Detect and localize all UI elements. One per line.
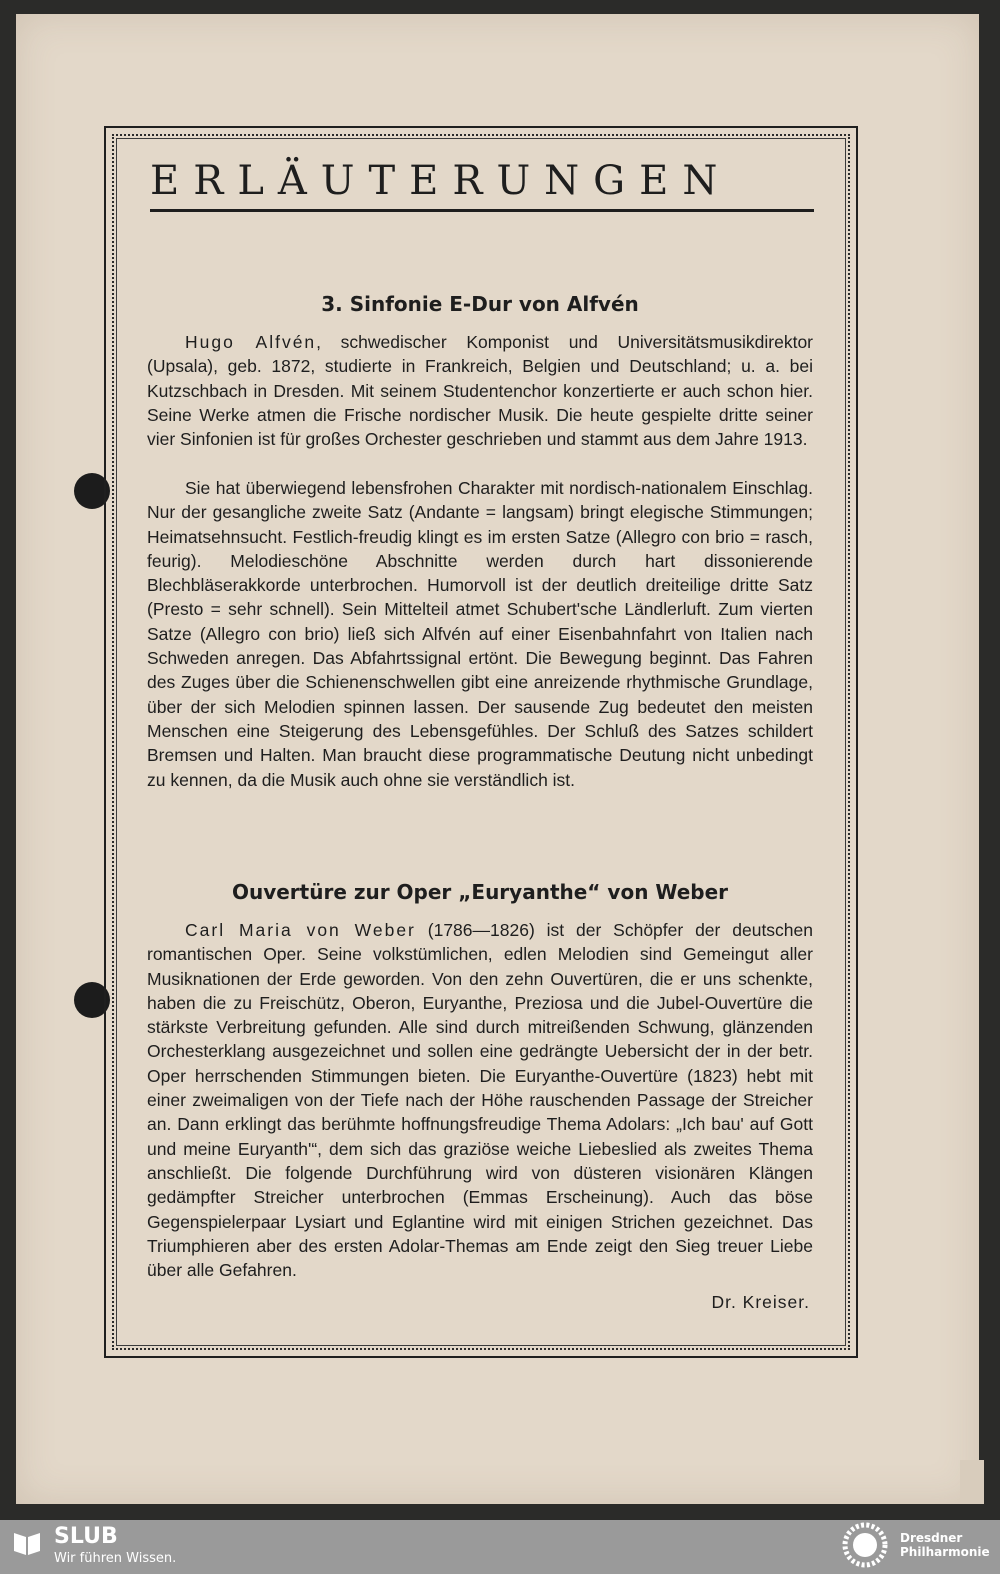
- slub-tagline: Wir führen Wissen.: [54, 1551, 177, 1566]
- composer-name-weber: Carl Maria von Weber: [185, 920, 416, 940]
- paragraph-alfven-symphony: Sie hat überwiegend lebensfrohen Charakter mit nordisch-nationalem Einschlag. Nur der gesangliche zweite Satz (Andante = langsam) bringt elegische Stimmungen; Heimatsehnsucht. Festlich-freudig klingt es im ersten Satze (Allegro con brio = rasch, feurig). Melodieschöne Abschnitte werden durch hart dissonierende Blechbläserakkorde unterbrochen. Humorvoll ist der deutlich dreiteilige dritte Satz (Presto = sehr schnell). Sein Mittelteil atmet Schubert'sche Ländlerluft. Zum vierten Satze (Allegro con brio) ließ sich Alfvén auf einer Eisenbahnfahrt von Italien nach Schweden anregen. Das Abfahrtssignal ertönt. Die Bewegung beginnt. Das Fahren des Zuges über die Schienenschwellen gibt eine anreizende rhythmische Grundlage, über der sich Melodien spinnen lassen. Der sausende Zug bedeutet den meisten Menschen eine Steigerung des Lebensgefühles. Der Schluß des Satzes schildert Bremsen und Halten. Man braucht diese programmatische Deutung nicht unbedingt zu kennen, da die Musik auch ohne sie verständlich ist.: [147, 478, 813, 790]
- slub-brand[interactable]: SLUB: [54, 1524, 118, 1549]
- paragraph-weber: Carl Maria von Weber (1786—1826) ist der Schöpfer der deutschen romantischen Oper. Seine volkstümlichen, edlen Melodien sind Gemeingut aller Musiknationen der Erde geworden. Von den zehn Ouvertüren, die er uns schenkte, haben die zu Freischütz, Oberon, Euryanthe, Preziosa und die Jubel-Ouvertüre die stärkste Verbreitung gefunden. Alle sind durch mitreißenden Schwung, glänzenden Orchesterklang ausgezeichnet und sollen eine gedrängte Uebersicht der in der betr. Oper herrschenden Stimmungen bieten. Die Euryanthe-Ouvertüre (1823) hebt mit einer zweimaligen von der Tiefe nach der Höhe rauschenden Passage der Streicher an. Dann erklingt das berühmte hoffnungsfreudige Thema Adolars: „Ich bau' auf Gott und meine Euryanth'“, dem sich das graziöse weiche Liebeslied als zweites Thema anschließt. Die folgende Durchführung wird von düsteren visionären Klängen gedämpfter Streicher unterbrochen (Emmas Erscheinung). Auch das böse Gegenspielerpaar Lysiart und Eglantine wird mit einigen Strichen gezeichnet. Das Triumphieren aber des ersten Adolar-Themas am Ende zeigt den Sieg treuer Liebe über alle Gefahren.: [147, 920, 813, 1281]
- section-heading-alfven: 3. Sinfonie E-Dur von Alfvén: [321, 292, 639, 316]
- paragraph-alfven-bio: Hugo Alfvén, schwedischer Komponist und Universitätsmusikdirektor (Upsala), geb. 1872, studierte in Frankreich, Belgien und Deutschland; u. a. bei Kutzschbach in Dresden. Mit seinem Studentenchor konzertierte er auch schon hier. Seine Werke atmen die Frische nordischer Musik. Die heute gespielte dritte seiner vier Sinfonien ist für großes Orchester geschrieben und stammt aus dem Jahre 1913.: [147, 332, 814, 450]
- section-heading-weber: Ouvertüre zur Oper „Euryanthe“ von Weber: [231, 880, 729, 904]
- book-icon: [12, 1529, 42, 1557]
- page-edge: [960, 1460, 984, 1504]
- title-underline: [150, 209, 814, 212]
- page-title: ERLÄUTERUNGEN: [150, 158, 732, 204]
- philharmonie-logo-icon[interactable]: [838, 1518, 892, 1572]
- author-signature: Dr. Kreiser.: [711, 1292, 810, 1312]
- composer-name-alfven: Hugo Alfvén: [185, 332, 317, 352]
- philharmonie-brand[interactable]: Dresdner Philharmonie: [900, 1531, 990, 1559]
